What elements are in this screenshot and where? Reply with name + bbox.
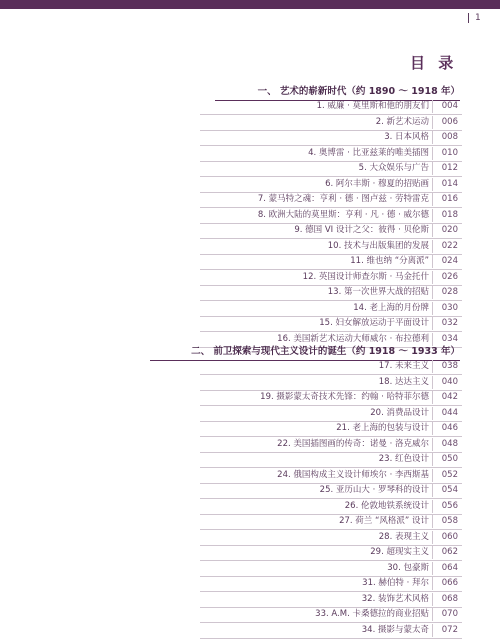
toc-entry-page: 038 (441, 361, 458, 371)
toc-entry[interactable] (200, 192, 462, 208)
entry-divider (432, 515, 433, 528)
entry-divider (432, 178, 433, 191)
toc-entry-page: 012 (441, 163, 458, 173)
entry-divider (432, 100, 433, 113)
toc-entry[interactable] (200, 301, 462, 317)
toc-entry-page: 064 (441, 562, 458, 573)
toc-entry-page: 010 (441, 147, 458, 158)
toc-entry[interactable] (200, 270, 462, 286)
entry-divider (432, 624, 433, 637)
toc-entry-page: 066 (441, 578, 458, 588)
entry-divider (432, 438, 433, 451)
toc-entry-page: 042 (441, 392, 458, 402)
toc-entry[interactable] (200, 146, 462, 162)
toc-entry[interactable] (200, 316, 462, 332)
toc-entry-page: 024 (441, 256, 458, 266)
entry-divider (432, 131, 433, 144)
toc-entry-page: 050 (441, 454, 458, 464)
toc-entry[interactable] (200, 130, 462, 146)
toc-entry-title: 3. 日本风格 (384, 132, 429, 142)
section-heading: 一、 艺术的崭新时代（约 1890 ～ 1918 年） (215, 84, 460, 101)
section-heading: 二、 前卫探索与现代主义设计的诞生（约 1918 ～ 1933 年） (150, 344, 460, 361)
toc-entry-page: 004 (441, 101, 458, 111)
toc-entry-page: 020 (441, 225, 458, 235)
toc-entry[interactable] (200, 437, 462, 453)
toc-entry-title: 24. 俄国构成主义设计师埃尔 · 李西斯基 (277, 469, 429, 480)
toc-entry-page: 044 (441, 407, 458, 418)
toc-entry[interactable] (200, 375, 462, 391)
toc-entry[interactable] (200, 530, 462, 546)
entry-divider (432, 360, 433, 373)
toc-entry[interactable] (200, 115, 462, 131)
toc-entry-page: 006 (441, 116, 458, 127)
entry-divider (432, 531, 433, 544)
toc-entry-title: 17. 未来主义 (378, 361, 429, 371)
entry-divider (432, 271, 433, 284)
toc-entry-page: 014 (441, 178, 458, 189)
toc-entry-page: 016 (441, 194, 458, 204)
toc-entry-title: 8. 欧洲大陆的莫里斯：亨利 · 凡 · 德 · 威尔德 (257, 209, 429, 220)
toc-entry[interactable] (200, 239, 462, 255)
toc-entry-title: 7. 蒙马特之魂：亨利 · 德 · 图卢兹 · 劳特雷克 (257, 194, 429, 204)
toc-entry-title: 22. 美国插图画的传奇：诺曼 · 洛克威尔 (277, 438, 429, 449)
toc-entry[interactable] (200, 406, 462, 422)
entry-divider (432, 608, 433, 621)
toc-entry-title: 26. 伦敦地铁系统设计 (344, 500, 429, 511)
toc-entry[interactable] (200, 285, 462, 301)
toc-entry[interactable] (200, 390, 462, 406)
toc-entry-title: 27. 荷兰 “风格派” 设计 (339, 516, 429, 526)
toc-entry-title: 6. 阿尔丰斯 · 穆夏的招贴画 (325, 178, 429, 189)
toc-entry-page: 018 (441, 209, 458, 220)
toc-entry[interactable] (200, 468, 462, 484)
entry-divider (432, 577, 433, 590)
entry-divider (432, 500, 433, 513)
toc-entry-title: 30. 包豪斯 (387, 562, 429, 573)
toc-entry-title: 29. 超现实主义 (370, 547, 429, 557)
toc-entry[interactable] (200, 208, 462, 224)
toc-entry-title: 13. 第一次世界大战的招贴 (327, 287, 429, 297)
toc-entry-page: 062 (441, 547, 458, 557)
toc-entry-title: 23. 红色设计 (378, 454, 429, 464)
entry-divider (432, 116, 433, 129)
toc-entry-title: 10. 技术与出版集团的发展 (327, 240, 429, 251)
toc-entry[interactable] (200, 483, 462, 499)
toc-entry[interactable] (200, 254, 462, 270)
toc-entry-title: 4. 奥博雷 · 比亚兹莱的唯美插图 (308, 147, 429, 158)
toc-entry-title: 2. 新艺术运动 (375, 116, 429, 127)
toc-entry[interactable] (200, 421, 462, 437)
toc-entry-title: 34. 摄影与蒙太奇 (361, 624, 429, 635)
entry-divider (432, 209, 433, 222)
toc-entry-title: 12. 英国设计师查尔斯 · 马金托什 (302, 271, 429, 282)
toc-entry-title: 33. A.M. 卡桑德拉的商业招贴 (315, 609, 429, 619)
toc-entry-title: 5. 大众娱乐与广告 (358, 163, 429, 173)
toc-entry-page: 026 (441, 271, 458, 282)
toc-entry-title: 20. 消费品设计 (370, 407, 429, 418)
toc-entry-title: 15. 妇女解放运动于平面设计 (319, 318, 429, 328)
entry-divider (432, 302, 433, 315)
toc-entry[interactable] (200, 561, 462, 577)
toc-entry-page: 028 (441, 287, 458, 297)
toc-entry-title: 11. 维也纳 “分离派” (350, 256, 429, 266)
toc-entry-page: 008 (441, 132, 458, 142)
toc-entry-page: 034 (441, 333, 458, 344)
toc-entry-page: 054 (441, 485, 458, 495)
entry-divider (432, 422, 433, 435)
toc-entry[interactable] (200, 499, 462, 515)
entry-divider (432, 162, 433, 175)
toc-entry-page: 070 (441, 609, 458, 619)
entry-divider (432, 224, 433, 237)
toc-entry[interactable] (200, 592, 462, 608)
toc-entry-title: 18. 达达主义 (378, 376, 429, 387)
toc-entry[interactable] (200, 161, 462, 177)
entry-divider (432, 391, 433, 404)
page-number: 1 (468, 13, 481, 23)
toc-entry-title: 9. 德国 VI 设计之父：彼得 · 贝伦斯 (294, 225, 429, 235)
entry-divider (432, 407, 433, 420)
entry-divider (432, 193, 433, 206)
toc-entry-page: 058 (441, 516, 458, 526)
toc-entry[interactable] (200, 545, 462, 561)
toc-entry-page: 072 (441, 624, 458, 635)
toc-entry-title: 19. 摄影蒙太奇技术先锋：约翰 · 哈特菲尔德 (260, 392, 429, 402)
toc-entry[interactable] (200, 623, 462, 639)
entry-divider (432, 147, 433, 160)
toc-entry-page: 048 (441, 438, 458, 449)
toc-title: 目 录 (410, 54, 458, 72)
toc-entry-page: 032 (441, 318, 458, 328)
entry-divider (432, 286, 433, 299)
entry-divider (432, 453, 433, 466)
toc-entry-title: 32. 装饰艺术风格 (361, 593, 429, 604)
toc-entry-page: 052 (441, 469, 458, 480)
entry-divider (432, 240, 433, 253)
toc-entry-title: 28. 表现主义 (378, 531, 429, 542)
toc-entry-page: 056 (441, 500, 458, 511)
entry-divider (432, 546, 433, 559)
toc-entry[interactable] (200, 607, 462, 623)
toc-entry[interactable] (200, 452, 462, 468)
toc-entry[interactable] (200, 177, 462, 193)
entry-divider (432, 484, 433, 497)
top-color-bar (0, 0, 500, 9)
entry-divider (432, 376, 433, 389)
toc-entry-title: 14. 老上海的月份牌 (353, 302, 429, 313)
toc-entry-page: 040 (441, 376, 458, 387)
toc-entry-page: 030 (441, 302, 458, 313)
toc-entry-page: 060 (441, 531, 458, 542)
entry-divider (432, 255, 433, 268)
toc-entry-title: 1. 威廉 · 莫里斯和他的朋友们 (316, 101, 429, 111)
toc-entry-title: 21. 老上海的包装与设计 (336, 423, 429, 433)
toc-entry-page: 022 (441, 240, 458, 251)
entry-divider (432, 469, 433, 482)
entry-divider (432, 593, 433, 606)
toc-entry-title: 31. 赫伯特 · 拜尔 (362, 578, 429, 588)
entry-divider (432, 562, 433, 575)
toc-entry[interactable] (200, 99, 462, 115)
entry-divider (432, 317, 433, 330)
toc-entry-title: 25. 亚历山大 · 罗琴科的设计 (319, 485, 429, 495)
toc-entry-page: 068 (441, 593, 458, 604)
toc-entry[interactable] (200, 223, 462, 239)
toc-entry[interactable] (200, 359, 462, 375)
toc-entry-page: 046 (441, 423, 458, 433)
toc-entry-title: 16. 美国新艺术运动大师威尔 · 布拉德利 (277, 333, 429, 344)
toc-entry[interactable] (200, 514, 462, 530)
toc-entry[interactable] (200, 576, 462, 592)
